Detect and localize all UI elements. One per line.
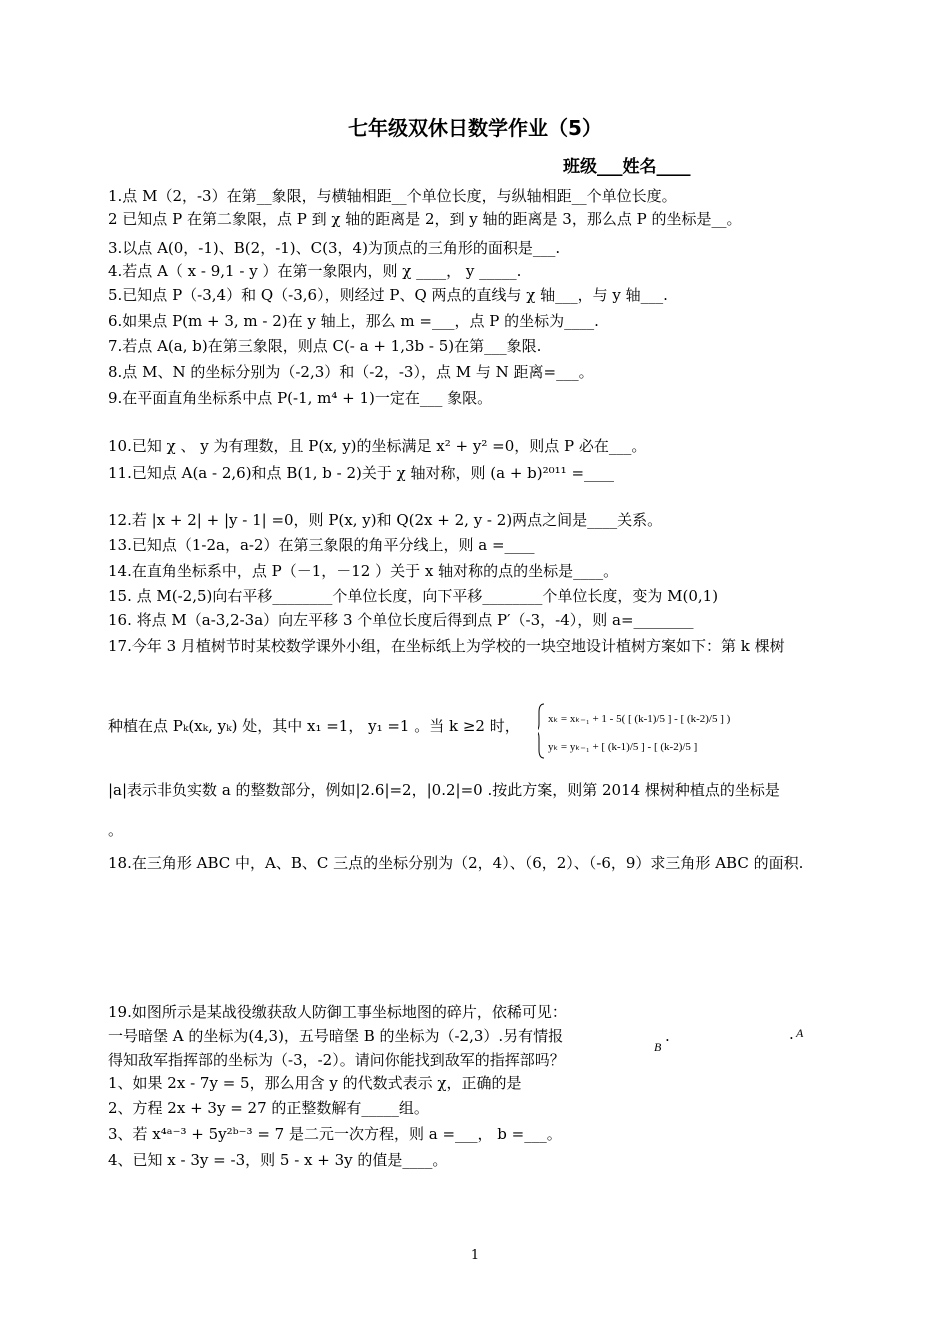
question-14: 14.在直角坐标系中，点 P（－1，－12 ）关于 x 轴对称的点的坐标是____。 xyxy=(108,562,619,580)
question-13: 13.已知点（1-2a，a-2）在第三象限的角平分线上，则 a =____ xyxy=(108,536,535,554)
recurrence-system xyxy=(538,702,838,760)
question-19-line-2: 一号暗堡 A 的坐标为(4,3)，五号暗堡 B 的坐标为（-2,3）.另有情报 xyxy=(108,1027,564,1045)
question-17-condition: 种植在点 Pₖ(xₖ, yₖ) 处，其中 x₁ =1， y₁ =1 。当 k ≥2 时， xyxy=(108,717,520,735)
question-11: 11.已知点 A(a - 2,6)和点 B(1, b - 2)关于 χ 轴对称，则 (a + b)²⁰¹¹ =____ xyxy=(108,464,615,482)
question-8: 8.点 M、N 的坐标分别为（-2,3）和（-2，-3），点 M 与 N 距离=___。 xyxy=(108,363,594,381)
question-2: 2 已知点 P 在第二象限，点 P 到 χ 轴的距离是 2，到 y 轴的距离是 3，那么点 P 的坐标是__。 xyxy=(108,210,742,228)
point-b-dot: • xyxy=(666,1036,669,1045)
question-10: 10.已知 χ 、 y 为有理数，且 P(x, y)的坐标满足 x² + y² =0，则点 P 必在___。 xyxy=(108,437,647,455)
question-17-end: 。 xyxy=(108,821,124,839)
question-17-note: |a|表示非负实数 a 的整数部分，例如|2.6|=2，|0.2|=0 .按此方案，则第 2014 棵树种植点的坐标是 xyxy=(108,781,780,799)
question-15: 15. 点 M(-2,5)向右平移________个单位长度，向下平移________个单位长度，变为 M(0,1) xyxy=(108,587,719,605)
question-3: 3.以点 A(0，-1)、B(2，-1)、C(3，4)为顶点的三角形的面积是___. xyxy=(108,239,561,257)
question-5: 5.已知点 P（-3,4）和 Q（-3,6），则经过 P、Q 两点的直线与 χ 轴___，与 y 轴___. xyxy=(108,286,668,304)
system-row-1: xₖ = xₖ₋₁ + 1 - 5( [ (k-1)/5 ] - [ (k-2)/5 ] ) xyxy=(548,713,731,725)
question-17-intro: 17.今年 3 月植树节时某校数学课外小组，在坐标纸上为学校的一块空地设计植树方案如下：第 k 棵树 xyxy=(108,637,785,655)
question-19-line-1: 19.如图所示是某战役缴获敌人防御工事坐标地图的碎片，依稀可见： xyxy=(108,1003,567,1021)
question-1: 1.点 M（2，-3）在第__象限，与横轴相距__个单位长度，与纵轴相距__个单位长度。 xyxy=(108,187,677,205)
question-19-line-3: 得知敌军指挥部的坐标为（-3，-2）。请问你能找到敌军的指挥部吗？ xyxy=(108,1051,565,1069)
page-number: 1 xyxy=(470,1248,480,1263)
question-4: 4.若点 A（ x - 9,1 - y ）在第一象限内，则 χ ____， y _____. xyxy=(108,262,522,280)
class-name-field: 班级___姓名____ xyxy=(563,157,691,177)
extra-question-1: 1、如果 2x - 7y = 5，那么用含 y 的代数式表示 χ，正确的是 xyxy=(108,1074,522,1092)
question-18: 18.在三角形 ABC 中，A、B、C 三点的坐标分别为（2，4）、（6，2）、（-6，9）求三角形 ABC 的面积. xyxy=(108,854,804,872)
question-9: 9.在平面直角坐标系中点 P(-1, m⁴ + 1)一定在___ 象限。 xyxy=(108,389,493,407)
question-16: 16. 将点 M（a-3,2-3a）向左平移 3 个单位长度后得到点 P′（-3，-4），则 a=________ xyxy=(108,611,694,629)
extra-question-2: 2、方程 2x + 3y = 27 的正整数解有_____组。 xyxy=(108,1099,429,1117)
system-row-2: yₖ = yₖ₋₁ + [ (k-1)/5 ] - [ (k-2)/5 ] xyxy=(548,741,698,753)
point-a-dot: • xyxy=(790,1034,793,1043)
page-title: 七年级双休日数学作业（5） xyxy=(348,116,602,140)
point-b-label: B xyxy=(654,1040,662,1054)
question-12: 12.若 |x + 2| + |y - 1| =0，则 P(x, y)和 Q(2x + 2, y - 2)两点之间是____关系。 xyxy=(108,511,663,529)
extra-question-4: 4、已知 x - 3y = -3，则 5 - x + 3y 的值是____。 xyxy=(108,1151,448,1169)
extra-question-3: 3、若 x⁴ᵃ⁻³ + 5y²ᵇ⁻³ = 7 是二元一次方程，则 a =___， b =___。 xyxy=(108,1125,562,1143)
question-6: 6.如果点 P(m + 3, m - 2)在 y 轴上，那么 m =___，点 P 的坐标为____. xyxy=(108,312,599,330)
question-7: 7.若点 A(a, b)在第三象限，则点 C(- a + 1,3b - 5)在第___象限. xyxy=(108,337,542,355)
point-a-label: A xyxy=(796,1026,804,1040)
